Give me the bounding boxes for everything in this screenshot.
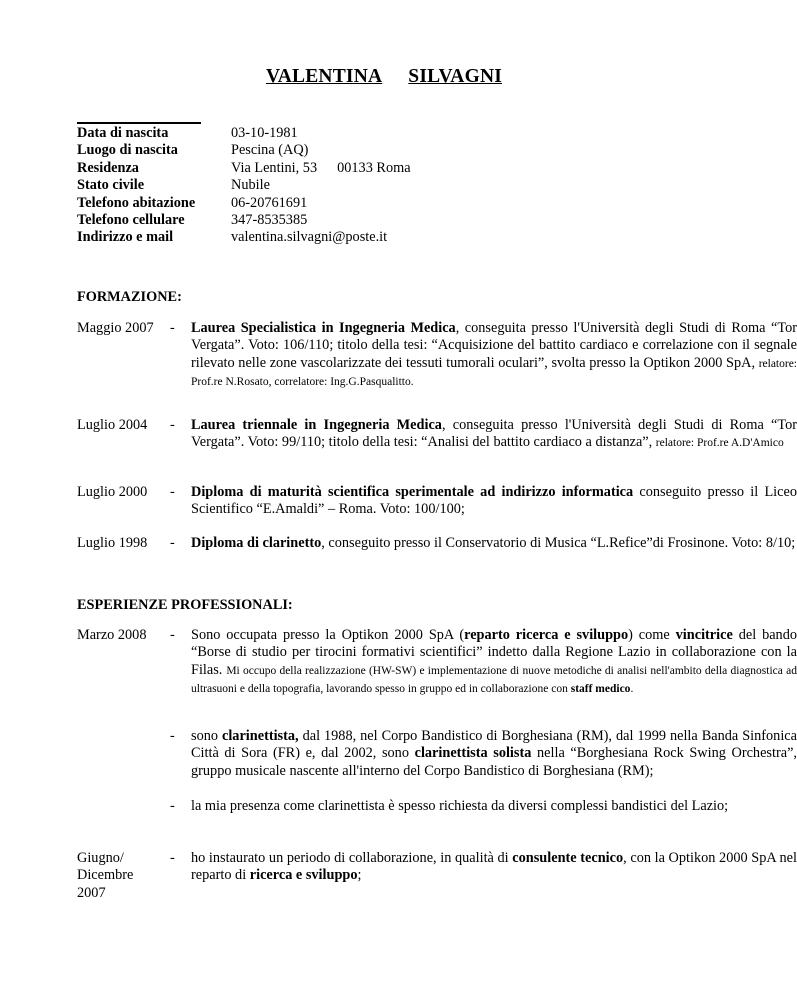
entry-bold: clarinettista solista — [414, 745, 532, 762]
degree-title: Diploma di maturità scientifica sperimentale ad indirizzo informatica — [191, 484, 634, 500]
entry-text: conseguito presso il Liceo Scientifico “E.Amaldi” – Roma. Voto: 100/100; — [191, 484, 797, 518]
info-value: Pescina (AQ) — [231, 142, 309, 159]
entry-text: del bando “Borse di studio per tirocini formativi scientifici” indetto dalla Regione Lazio in collaborazione con la Filas. — [191, 627, 797, 678]
bullet-dash: - — [170, 535, 175, 551]
bullet-dash: - — [170, 627, 175, 643]
info-value-email: valentina.silvagni@poste.it — [231, 229, 388, 246]
bullet-dash: - — [170, 320, 175, 336]
entry-date: Maggio 2007 — [77, 320, 154, 336]
entry-text: la mia presenza come clarinettista è spesso richiesta da diversi complessi bandistici del Lazio; — [191, 798, 729, 814]
entry-date: Luglio 2000 — [77, 484, 148, 500]
section-title-esperienze: ESPERIENZE PROFESSIONALI: — [77, 597, 293, 613]
entry-text: ; — [357, 867, 362, 884]
entry-text: nella “Borghesiana Rock Swing Orchestra”, gruppo musicale nascente all'interno del Corpo Bandistico di Borghesiana (RM); — [191, 745, 797, 779]
entry-bold: vincitrice — [675, 627, 733, 643]
entry-body — [191, 484, 797, 519]
bullet-dash: - — [170, 484, 175, 500]
entry-body — [191, 798, 797, 815]
entry-note: relatore: Prof.re A.D'Amico — [655, 437, 784, 450]
entry-note: relatore: Prof.re N.Rosato, correlatore: Ing.G.Pasqualitto. — [191, 357, 797, 389]
address-street: Via Lentini, 53 — [231, 159, 318, 176]
bullet-dash: - — [170, 728, 175, 744]
info-value-address — [231, 160, 411, 177]
info-value: 06-20761691 — [231, 194, 308, 211]
degree-title: Diploma di clarinetto — [191, 535, 322, 551]
entry-bold: consulente tecnico — [512, 850, 624, 866]
entry-text: , conseguita presso l'Università degli Studi di Roma “Tor Vergata”. Voto: 106/110; titolo della tesi: “Acquisizione del battito cardiaco e correlazione con il segnale rilevato nelle zone vascolarizzate dei tessuti tumorali oculari”, svolta presso la Optikon 2000 SpA, — [191, 320, 797, 371]
entry-bold: reparto ricerca e sviluppo — [464, 627, 629, 643]
info-row — [77, 160, 411, 177]
bullet-dash: - — [170, 417, 175, 433]
info-row — [77, 229, 411, 246]
entry-note-bold: staff medico — [570, 683, 631, 696]
entry-body — [191, 728, 797, 780]
entry-text: Sono occupata presso la Optikon 2000 SpA ( — [191, 627, 465, 643]
entry-date: Marzo 2008 — [77, 627, 147, 643]
info-value: 03-10-1981 — [231, 125, 298, 141]
divider — [77, 122, 201, 124]
entry-bold: clarinettista, — [221, 728, 299, 744]
entry-note: . — [630, 683, 634, 696]
info-row — [77, 212, 411, 229]
info-label: Residenza — [77, 159, 139, 176]
entry-text: ho instaurato un periodo di collaborazione, in qualità di — [191, 850, 513, 866]
info-label: Telefono cellulare — [77, 211, 185, 228]
personal-info — [77, 125, 411, 247]
degree-title: Laurea triennale in Ingegneria Medica — [191, 417, 442, 433]
info-label: Data di nascita — [77, 125, 169, 141]
degree-title: Laurea Specialistica in Ingegneria Medica — [191, 320, 456, 336]
info-label: Telefono abitazione — [77, 194, 196, 211]
entry-date — [77, 850, 157, 902]
section-title-formazione: FORMAZIONE: — [77, 289, 182, 305]
entry-body — [191, 417, 797, 453]
entry-body — [191, 850, 797, 885]
entry-text: , con la Optikon 2000 SpA nel reparto di — [191, 850, 797, 884]
info-value: 347-8535385 — [231, 211, 308, 228]
entry-text: , conseguito presso il Conservatorio di Musica “L.Refice”di Frosinone. Voto: 8/10; — [321, 535, 796, 551]
address-city: 00133 Roma — [337, 159, 411, 176]
info-value: Nubile — [231, 177, 270, 194]
info-label: Indirizzo e mail — [77, 229, 174, 246]
entry-date: Luglio 1998 — [77, 535, 148, 551]
entry-text: , conseguita presso l'Università degli Studi di Roma “Tor Vergata”. Voto: 99/110; titolo della tesi: “Analisi del battito cardiaco a distanza”, — [191, 417, 797, 451]
entry-body — [191, 627, 797, 699]
entry-body — [191, 320, 797, 392]
entry-date: Luglio 2004 — [77, 417, 148, 433]
cv-title — [0, 66, 768, 88]
info-row — [77, 125, 411, 142]
date-line: Dicembre — [77, 867, 134, 884]
info-label: Luogo di nascita — [77, 142, 178, 159]
date-line: 2007 — [77, 884, 106, 901]
info-row — [77, 177, 411, 194]
date-line: Giugno/ — [77, 850, 124, 866]
info-row — [77, 195, 411, 212]
bullet-dash: - — [170, 798, 175, 814]
bullet-dash: - — [170, 850, 175, 866]
entry-text: sono — [191, 728, 222, 744]
entry-bold: ricerca e sviluppo — [249, 867, 358, 884]
first-name: VALENTINA — [265, 66, 383, 87]
entry-text: dal 1988, nel Corpo Bandistico di Borghesiana (RM), dal 1999 nella Banda Sinfonica Città di Sora (FR) e, dal 2002, sono — [191, 728, 797, 762]
entry-note: Mi occupo della realizzazione (HW-SW) e implementazione di nuove metodiche di analisi nell'ambito della diagnostica ad ultrasuoni e della topografia, lavorando spesso in gruppo ed in collaborazione con — [191, 664, 797, 696]
info-label: Stato civile — [77, 177, 145, 194]
entry-text: ) come — [628, 627, 676, 643]
info-row — [77, 142, 411, 159]
entry-body — [191, 535, 797, 552]
last-name: SILVAGNI — [408, 66, 503, 87]
